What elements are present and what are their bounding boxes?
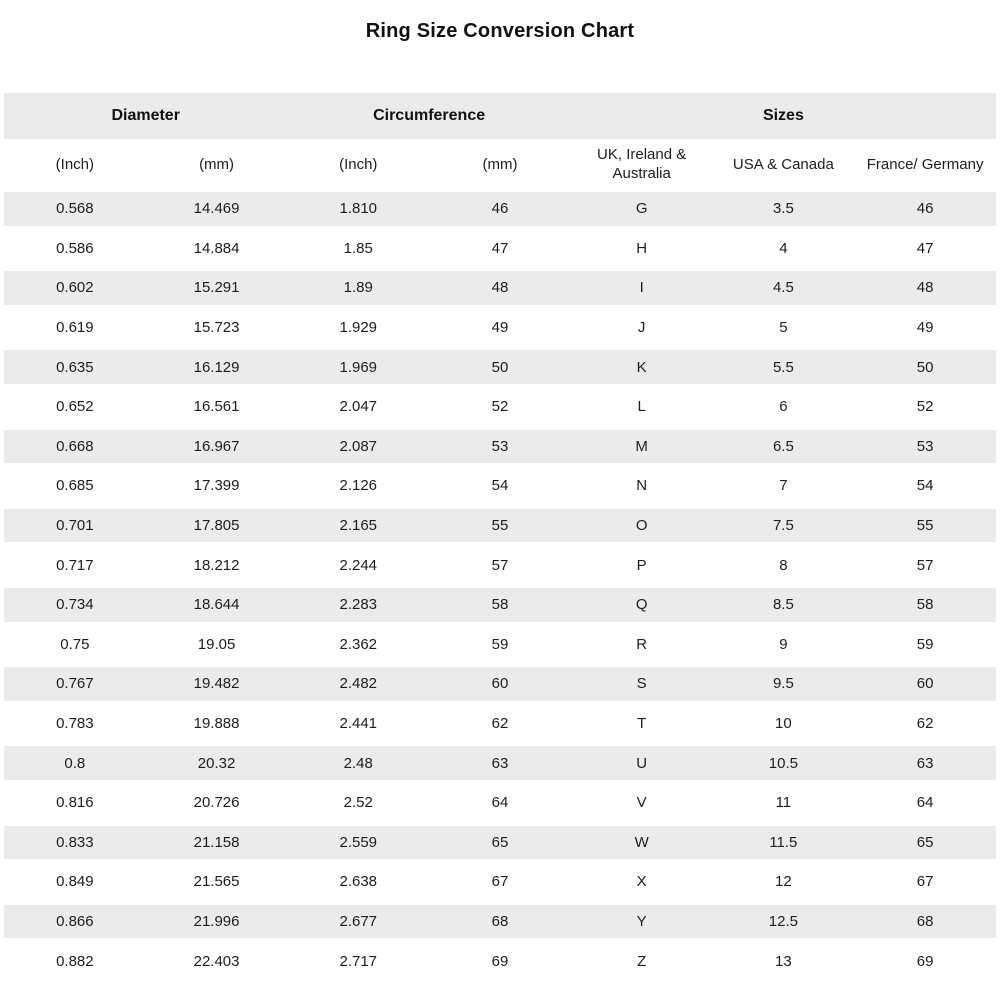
table-cell: 50 [429,347,571,387]
table-cell: 2.638 [339,873,378,891]
table-cell: 20.726 [193,794,240,812]
table-row [4,783,996,823]
table-row [4,862,996,902]
column-header: (mm) [146,139,288,189]
table-cell: 8 [779,556,788,574]
table-cell: 21.158 [146,823,288,863]
column-header: (mm) [429,139,571,189]
table-cell: 2.362 [339,635,378,653]
table-cell: 0.849 [56,873,94,891]
table-cell: S [571,664,713,704]
table-cell: 18.644 [146,585,288,625]
table-cell: 13 [775,952,792,970]
table-cell: 58 [429,585,571,625]
column-header: (Inch) [4,139,146,189]
table-cell: 3.5 [713,189,855,229]
table-cell: 0.833 [4,823,146,863]
table-cell: 0.619 [56,319,94,337]
table-cell: 16.561 [193,398,240,416]
table-cell: 6.5 [713,427,855,467]
table-cell: 10 [775,715,792,733]
table-cell: 0.717 [56,556,94,574]
table-cell: U [571,743,713,783]
table-cell: 69 [491,952,509,970]
table-cell: 2.441 [339,715,378,733]
table-cell: 10.5 [713,743,855,783]
table-cell: 0.568 [4,189,146,229]
table-cell: 0.767 [4,664,146,704]
table-cell: 48 [854,268,996,308]
table-cell: 62 [491,715,509,733]
table-cell: 67 [491,873,509,891]
table-cell: 8.5 [713,585,855,625]
table-row [4,268,996,308]
table-row [4,704,996,744]
table-cell: 2.52 [343,794,373,812]
table-row [4,347,996,387]
table-cell: 14.884 [193,239,240,257]
table-cell: 55 [429,506,571,546]
table-row [4,743,996,783]
table-cell: I [571,268,713,308]
table-cell: 2.244 [339,556,378,574]
table-cell: 0.75 [60,635,90,653]
table-row [4,585,996,625]
table-cell: M [571,427,713,467]
table-cell: K [571,347,713,387]
table-row [4,664,996,704]
table-cell: 60 [429,664,571,704]
table-cell: 2.165 [287,506,429,546]
table-row [4,941,996,981]
table-cell: 2.087 [287,427,429,467]
table-row [4,189,996,229]
table-cell: 68 [854,902,996,942]
table-cell: Z [637,952,647,970]
table-cell: 0.586 [56,239,94,257]
table-cell: 63 [854,743,996,783]
table-cell: 1.969 [287,347,429,387]
table-cell: 54 [491,477,509,495]
table-cell: 0.635 [4,347,146,387]
table-cell: 16.967 [146,427,288,467]
table-cell: 62 [916,715,934,733]
table-cell: 53 [854,427,996,467]
table-cell: 65 [854,823,996,863]
table-cell: 18.212 [193,556,240,574]
table-cell: W [571,823,713,863]
group-header: Circumference [287,93,570,139]
group-header: Sizes [571,93,996,139]
table-cell: 6 [779,398,788,416]
table-cell: 0.866 [4,902,146,942]
table-cell: 7 [779,477,788,495]
table-cell: 0.668 [4,427,146,467]
table-cell: G [571,189,713,229]
table-cell: 0.652 [56,398,94,416]
table-cell: L [637,398,646,416]
table-cell: 1.810 [287,189,429,229]
table-row [4,229,996,269]
table-cell: 15.723 [193,319,240,337]
table-cell: 53 [429,427,571,467]
table-cell: X [636,873,647,891]
table-cell: 1.89 [287,268,429,308]
table-cell: 55 [854,506,996,546]
column-header: USA & Canada [713,139,855,189]
column-header: (Inch) [287,139,429,189]
table-cell: 21.565 [193,873,240,891]
table-cell: 2.047 [339,398,378,416]
table-cell: 64 [916,794,934,812]
table-cell: 16.129 [146,347,288,387]
column-header: France/ Germany [854,139,996,189]
table-header [4,93,996,189]
table-cell: 9 [779,635,788,653]
table-cell: 21.996 [146,902,288,942]
table-cell: 11 [775,794,792,812]
table-cell: 50 [854,347,996,387]
ring-size-conversion-table [4,93,996,981]
table-row [4,466,996,506]
table-cell: 65 [429,823,571,863]
table-cell: 57 [491,556,509,574]
table-cell: 1.85 [343,239,373,257]
table-row [4,387,996,427]
table-cell: 60 [854,664,996,704]
table-cell: 68 [429,902,571,942]
table-cell: 59 [916,635,934,653]
table-row [4,823,996,863]
table-cell: 2.126 [339,477,378,495]
table-cell: 58 [854,585,996,625]
table-cell: 20.32 [146,743,288,783]
table-cell: H [636,239,648,257]
table-row [4,545,996,585]
table-cell: 4.5 [713,268,855,308]
table-cell: 46 [854,189,996,229]
table-cell: 0.602 [4,268,146,308]
table-cell: Q [571,585,713,625]
table-cell: 2.48 [287,743,429,783]
table-cell: 54 [916,477,934,495]
table-cell: 59 [491,635,509,653]
table-body [4,189,996,981]
table-cell: 19.888 [193,715,240,733]
table-cell: 2.283 [287,585,429,625]
table-cell: P [636,556,647,574]
table-cell: 0.882 [56,952,94,970]
table-cell: 0.701 [4,506,146,546]
page-title: Ring Size Conversion Chart [365,20,635,42]
table-cell: 52 [491,398,509,416]
table-cell: 2.482 [287,664,429,704]
table-cell: 19.05 [197,635,236,653]
table-cell: 22.403 [193,952,240,970]
table-cell: 63 [429,743,571,783]
table-cell: 0.734 [4,585,146,625]
table-cell: 17.399 [193,477,240,495]
table-cell: 7.5 [713,506,855,546]
table-cell: 0.8 [4,743,146,783]
table-cell: 0.783 [56,715,94,733]
table-cell: 47 [916,239,934,257]
table-cell: 11.5 [713,823,855,863]
table-cell: 57 [916,556,934,574]
table-cell: V [636,794,647,812]
table-cell: 5.5 [713,347,855,387]
table-cell: 12.5 [713,902,855,942]
table-cell: 46 [429,189,571,229]
table-cell: 0.685 [56,477,94,495]
table-cell: 49 [916,319,934,337]
column-header: UK, Ireland & Australia [571,139,713,189]
table-cell: 5 [779,319,788,337]
table-cell: R [636,635,648,653]
column-header-row [4,139,996,189]
table-cell: 15.291 [146,268,288,308]
table-cell: 2.717 [339,952,378,970]
table-row [4,506,996,546]
table-cell: 0.816 [56,794,94,812]
table-cell: 2.559 [287,823,429,863]
table-cell: 48 [429,268,571,308]
table-row [4,427,996,467]
page [0,20,1000,1000]
table-cell: 19.482 [146,664,288,704]
table-cell: 12 [775,873,792,891]
table-cell: 4 [779,239,788,257]
table-cell: 69 [916,952,934,970]
table-cell: 52 [916,398,934,416]
table-row [4,308,996,348]
table-row [4,625,996,665]
table-cell: 9.5 [713,664,855,704]
table-cell: T [637,715,647,733]
table-cell: 47 [491,239,509,257]
group-header-row [4,93,996,139]
table-cell: 2.677 [287,902,429,942]
table-cell: O [571,506,713,546]
table-cell: Y [571,902,713,942]
table-cell: 14.469 [146,189,288,229]
table-cell: 49 [491,319,509,337]
table-cell: 17.805 [146,506,288,546]
table-cell: J [637,319,646,337]
table-cell: 67 [916,873,934,891]
group-header: Diameter [4,93,287,139]
table-row [4,902,996,942]
table-cell: N [636,477,648,495]
table-cell: 64 [491,794,509,812]
table-cell: 1.929 [339,319,378,337]
